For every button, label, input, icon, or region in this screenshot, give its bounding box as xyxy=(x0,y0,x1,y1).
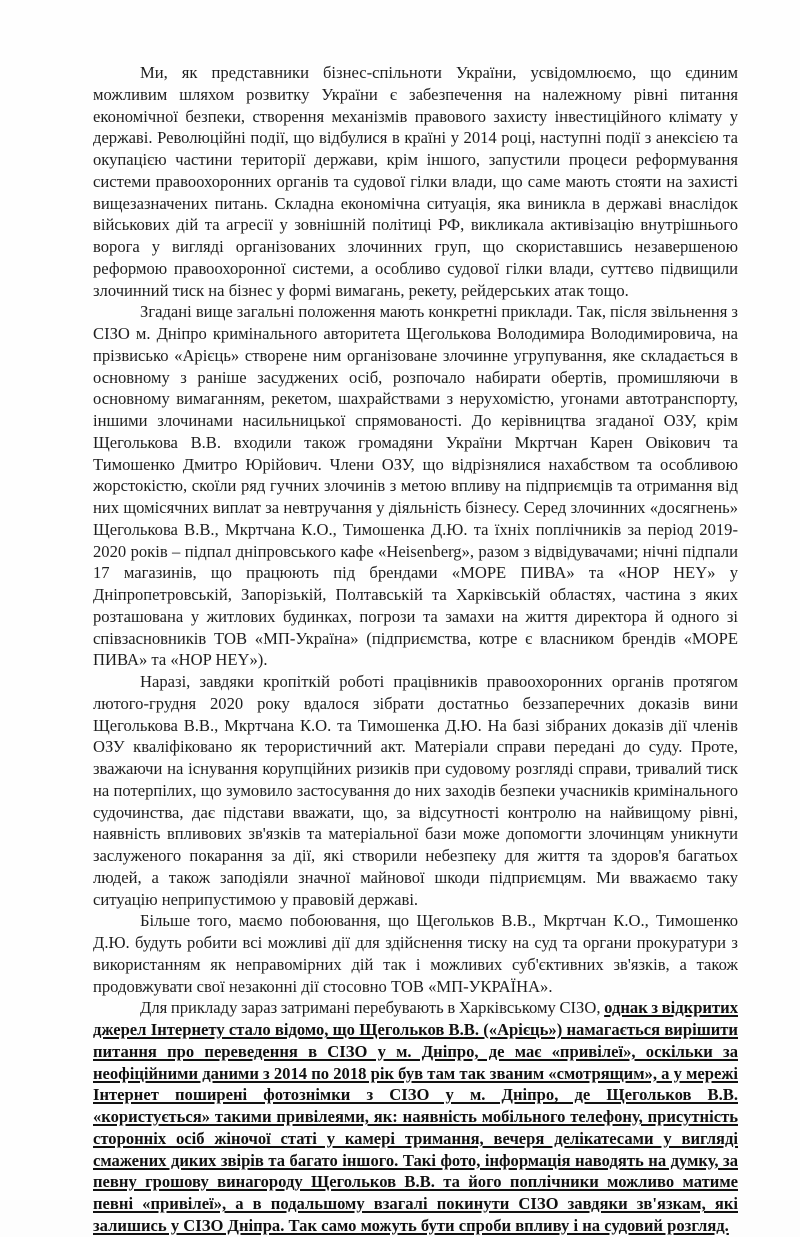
text-line: СІЗО м. Дніпро кримінального авторитета Щеголькова Володимира Володимировича, на xyxy=(93,324,738,343)
text-line xyxy=(93,997,738,1019)
text-line: лютого-грудня 2020 року вдалося зібрати достатньо беззаперечних доказів вини xyxy=(93,693,738,713)
text-line: ПИВА» та «HOP HEY»). xyxy=(93,650,268,670)
text-line: заслуженого покарання за дії, які створили небезпеку для життя та здоров'я багатьох xyxy=(93,846,738,865)
highlighted-text-line: джерел Інтернету стало відомо, що Щегольков В.В. («Арієць») намагається вирішити xyxy=(93,1020,738,1039)
text-line: розташована у житлових будинках, погрози та замахи на життя директора й одного зі xyxy=(93,606,738,626)
text-line: Наразі, завдяки кропіткій роботі працівників правоохоронних органів протягом xyxy=(140,672,738,691)
text-line: Ми, як представники бізнес-спільноти України, усвідомлюємо, що єдиним xyxy=(140,63,738,82)
text-line: військових дій та агресії у зовнішній політиці РФ, викликала активізацію внутрішнього xyxy=(93,215,738,235)
text-line: на потерпілих, що зумовило застосування до них заходів безпеки учасників кримінального xyxy=(93,780,738,800)
paragraph xyxy=(93,62,738,301)
text-line: людей, а також заподіяли значної майнової шкоди підприємцям. Ми вважаємо таку xyxy=(93,867,738,887)
paragraph xyxy=(93,910,738,997)
text-line: ОЗУ кваліфіковано як терористичний акт. Матеріали справи передані до суду. Проте, xyxy=(93,737,738,757)
paragraph xyxy=(93,997,738,1236)
highlighted-text-line: сторонніх осіб жіночої статі у камері тримання, вечеря делікатесами у вигляді xyxy=(93,1128,738,1148)
text-line: Більше того, маємо побоювання, що Щегольков В.В., Мкртчан К.О., Тимошенко xyxy=(140,911,738,931)
document-body xyxy=(93,62,738,1237)
text-line: вищезазначених питань. Складна економічна ситуація, яка виникла в державі внаслідок xyxy=(93,193,738,213)
text-line: співзасновників ТОВ «МП-Україна» (підприємства, котре є власником брендів «МОРЕ xyxy=(93,628,738,648)
text-line: іншими злочинами насильницької спрямованості. До керівництва згаданої ОЗУ, крім xyxy=(93,411,738,430)
text-line: використанням як неправомірних дій так і можливих суб'єктивних зв'язків, а також xyxy=(93,954,738,974)
text-line: Д.Ю. будуть робити всі можливі дії для здійснення тиску на суд та органи прокуратури з xyxy=(93,933,738,952)
text-line: ворога у вигляді організованих злочинних груп, що скориставшись незавершеною xyxy=(93,237,738,256)
highlighted-text-line: неофіційними даними з 2014 по 2018 рік був там так званим «смотрящим», а у мережі xyxy=(93,1063,738,1083)
text-line: злочинний тиск на бізнес у формі вимагань, рекету, рейдерських атак тощо. xyxy=(93,280,629,300)
highlighted-text-line: залишись у СІЗО Дніпра. Так само можуть бути спроби впливу і на судовий розгляд. xyxy=(93,1215,729,1235)
text-line: можливим шляхом розвитку України є забезпечення на належному рівні питання xyxy=(93,84,738,104)
text-line: Щеголькова В.В., Мкртчана К.О., Тимошенка Д.Ю. та їхніх поплічників за період 2019- xyxy=(93,519,738,539)
highlighted-text: однак з відкритих xyxy=(604,998,738,1018)
highlighted-text-line: питання про переведення в СІЗО у м. Дніпро, де має «привілеї», оскільки за xyxy=(93,1041,738,1061)
highlighted-text-line: певні «привілеї», а в подальшому взагалі покинути СІЗО завдяки зв'язкам, які xyxy=(93,1194,738,1213)
text-line: них щомісячних виплат за невтручання у діяльність бізнесу. Серед злочинних «досягнень» xyxy=(93,498,738,517)
plain-text: Для прикладу зараз затримані перебувають в Харківському СІЗО, xyxy=(140,998,601,1018)
text-line: Дніпропетровській, Запорізькій, Полтавській та Харківській областях, частина з яких xyxy=(93,585,738,604)
text-line: системи правоохоронних органів та судової гілки влади, що саме мають стояти на захисті xyxy=(93,171,738,191)
text-line: Згадані вище загальні положення мають конкретні приклади. Так, після звільнення з xyxy=(140,302,738,322)
highlighted-text-line: смажених диких звірів та багато іншого. Такі фото, інформація наводять на думку, за xyxy=(93,1150,738,1170)
text-line: економічної безпеки, створення механізмів правового захисту інвестиційного клімату у xyxy=(93,106,738,126)
paragraph xyxy=(93,671,738,910)
text-line: 2020 років – підпал дніпровського кафе «Heisenberg», разом з відвідувачами; нічні підпали xyxy=(93,541,738,561)
text-line: Тимошенко Дмитро Юрійович. Члени ОЗУ, що відрізнялися нахабством та особливою xyxy=(93,454,738,474)
text-line: наявність впливових зв'язків та матеріальної бази може допомогти злочинцям уникнути xyxy=(93,824,738,844)
text-line: державі. Революційні події, що відбулися в країні у 2014 році, наступні події з анексією та xyxy=(93,128,738,148)
highlighted-text-line: «користується» такими привілеями, як: наявність мобільного телефону, присутність xyxy=(93,1107,738,1126)
text-line: окупацією частини території держави, крім іншого, запустили процеси реформування xyxy=(93,150,738,169)
text-line: 17 магазинів, що працюють під брендами «МОРЕ ПИВА» та «HOP HEY» у xyxy=(93,563,738,583)
text-line: продовжувати свої незаконні дії стосовно ТОВ «МП-УКРАЇНА». xyxy=(93,976,553,996)
text-line: жорстокістю, скоїли ряд гучних злочинів з метою впливу на підприємців та отримання від xyxy=(93,476,738,496)
paragraph xyxy=(93,301,738,671)
highlighted-text-line: певну грошову винагороду Щегольков В.В. та його поплічники можливо матиме xyxy=(93,1172,738,1192)
text-line: Щеголькова В.В., Мкртчана К.О. та Тимошенка Д.Ю. На базі зібраних доказів дії членів xyxy=(93,715,738,735)
text-line: реформою правоохоронної системи, а особливо судової гілки влади, суттєво підвищили xyxy=(93,258,738,278)
text-line: Щеголькова В.В. входили також громадяни України Мкртчан Карен Овікович та xyxy=(93,432,738,452)
text-line: прізвисько «Арієць» створене ним організоване злочинне угрупування, яке складається в xyxy=(93,345,738,365)
text-line: ситуацію неприпустимою у правовій державі. xyxy=(93,889,419,909)
text-line: зважаючи на існування корупційних ризиків при судовому розгляді справи, тривалий тиск xyxy=(93,759,738,778)
highlighted-text-line: Інтернет поширені фотознімки з СІЗО у м. Дніпро, де Щегольков В.В. xyxy=(93,1085,738,1105)
text-line: судочинства, дає підстави вважати, що, за відсутності контролю на найвищому рівні, xyxy=(93,802,738,822)
text-line: основному вимаганням, рекетом, шахрайствами з нерухомістю, угонами автотранспорту, xyxy=(93,389,738,409)
text-line: основному з раніше засуджених осіб, розпочало набирати обертів, промишляючи в xyxy=(93,367,738,387)
